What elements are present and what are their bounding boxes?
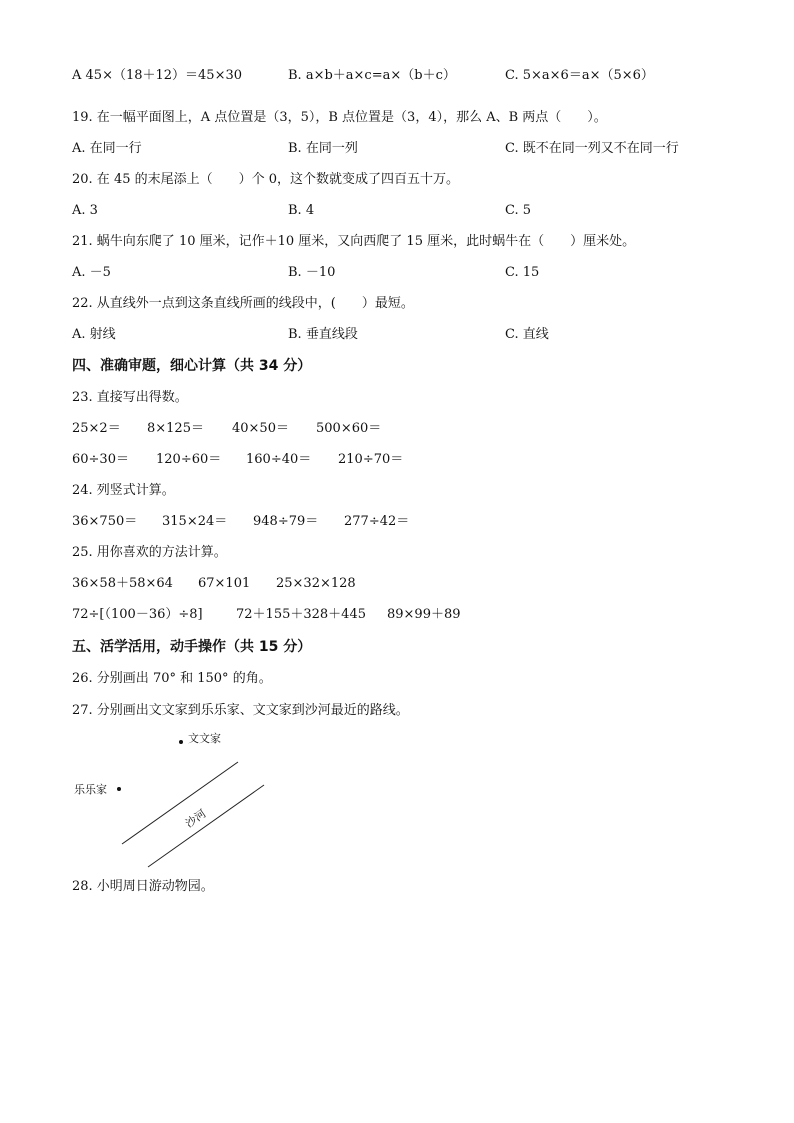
q23-item: 210÷70＝ — [338, 452, 404, 467]
q18-option-b: B. a×b＋a×c=a×（b＋c） — [288, 68, 456, 83]
wenwen-home-dot — [179, 740, 183, 744]
q21-option-c: C. 15 — [505, 265, 540, 280]
q21-option-a: A. －5 — [72, 265, 111, 280]
q25-item: 72＋155＋328＋445 — [236, 607, 366, 622]
q21-stem: 21. 蜗牛向东爬了 10 厘米，记作＋10 厘米，又向西爬了 15 厘米，此时蜗牛在（ ）厘米处。 — [72, 234, 636, 249]
q23-item: 25×2＝ — [72, 421, 121, 436]
q22-option-a: A. 射线 — [72, 327, 116, 342]
q24-item: 36×750＝ — [72, 514, 138, 529]
river-bank-upper — [122, 762, 238, 844]
q23-item: 160÷40＝ — [246, 452, 312, 467]
q26-stem: 26. 分别画出 70° 和 150° 的角。 — [72, 671, 272, 686]
lele-home-dot — [117, 787, 121, 791]
river-label: 沙河 — [183, 807, 209, 831]
q19-option-c: C. 既不在同一列又不在同一行 — [505, 141, 679, 156]
q24-item: 315×24＝ — [162, 514, 228, 529]
q25-item: 25×32×128 — [276, 576, 356, 591]
q23-item: 120÷60＝ — [156, 452, 222, 467]
q25-item: 36×58＋58×64 — [72, 576, 173, 591]
q23-item: 40×50＝ — [232, 421, 289, 436]
q19-option-b: B. 在同一列 — [288, 141, 358, 156]
q20-stem: 20. 在 45 的末尾添上（ ）个 0，这个数就变成了四百五十万。 — [72, 172, 460, 187]
lele-home-label: 乐乐家 — [74, 783, 107, 796]
q18-option-a: A 45×（18＋12）＝45×30 — [72, 68, 243, 83]
q23-stem: 23. 直接写出得数。 — [72, 390, 188, 405]
q25-item: 67×101 — [198, 576, 251, 591]
q27-stem: 27. 分别画出文文家到乐乐家、文文家到沙河最近的路线。 — [72, 703, 409, 718]
q20-option-a: A. 3 — [72, 203, 98, 218]
section-4-heading: 四、准确审题，细心计算（共 34 分） — [72, 358, 312, 374]
river-bank-lower — [148, 785, 264, 867]
q25-item: 89×99＋89 — [387, 607, 461, 622]
q22-option-b: B. 垂直线段 — [288, 327, 358, 342]
q19-stem: 19. 在一幅平面图上，A 点位置是（3，5），B 点位置是（3，4），那么 A、B 两点（ ）。 — [72, 110, 607, 125]
route-diagram — [70, 728, 280, 873]
wenwen-home-label: 文文家 — [188, 732, 221, 745]
q25-item: 72÷[（100－36）÷8] — [72, 607, 203, 622]
q23-item: 500×60＝ — [316, 421, 382, 436]
q19-option-a: A. 在同一行 — [72, 141, 142, 156]
q22-option-c: C. 直线 — [505, 327, 549, 342]
q20-option-b: B. 4 — [288, 203, 315, 218]
q24-item: 948÷79＝ — [253, 514, 319, 529]
q23-item: 8×125＝ — [147, 421, 204, 436]
q21-option-b: B. －10 — [288, 265, 336, 280]
q24-item: 277÷42＝ — [344, 514, 410, 529]
section-5-heading: 五、活学活用，动手操作（共 15 分） — [72, 639, 312, 655]
q28-stem: 28. 小明周日游动物园。 — [72, 879, 214, 894]
q25-stem: 25. 用你喜欢的方法计算。 — [72, 545, 227, 560]
q23-item: 60÷30＝ — [72, 452, 129, 467]
q18-option-c: C. 5×a×6＝a×（5×6） — [505, 68, 654, 83]
q24-stem: 24. 列竖式计算。 — [72, 483, 175, 498]
q22-stem: 22. 从直线外一点到这条直线所画的线段中，( ）最短。 — [72, 296, 414, 311]
q20-option-c: C. 5 — [505, 203, 532, 218]
